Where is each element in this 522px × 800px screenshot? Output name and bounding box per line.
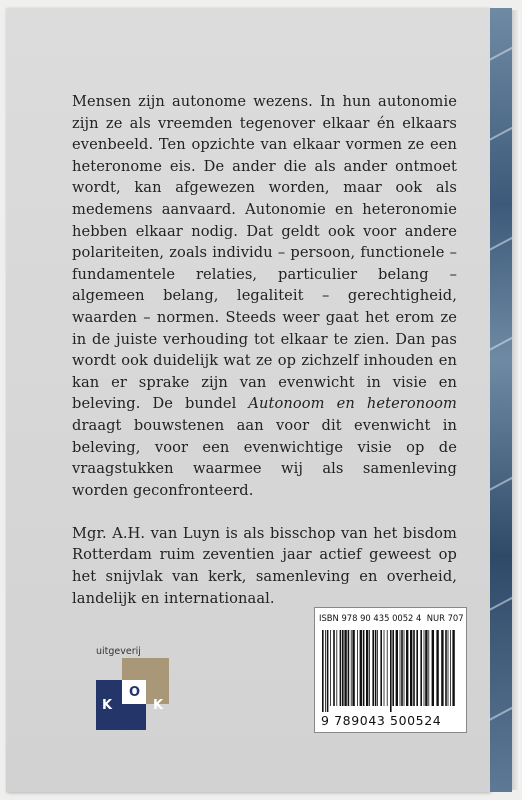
barcode-bar [428,630,429,706]
barcode-bar [396,630,398,706]
spine-edge [490,8,512,792]
barcode-bar [322,630,324,712]
barcode-bar [420,630,422,706]
blurb-text [72,91,457,631]
barcode-bar [413,630,415,706]
isbn-barcode [314,607,467,733]
barcode-bar [333,630,335,706]
barcode-bar [369,630,370,706]
barcode-bar [406,630,408,706]
barcode-bar [340,630,342,706]
isbn-text [319,613,464,623]
barcode-bar [336,630,337,706]
barcode-bar [384,630,385,706]
logo-letter-1: K [102,698,113,713]
barcode-bar [327,630,329,712]
page-edge [512,10,520,790]
barcode-bar [380,630,382,706]
barcode-digits: 9 789043 500524 [321,713,442,728]
barcode-bar [360,630,362,706]
barcode-bar [424,630,425,706]
barcode-bars [322,630,459,712]
barcode-bar [357,630,358,706]
barcode-bar [448,630,449,706]
barcode-bar [352,630,354,706]
blurb-part-b: draagt bouwstenen aan voor dit evenwicht in beleving, voor een evenwichtige visie op de vraagstukken waarmee wij als samenleving worden geconfronteerd. [72,416,457,499]
barcode-bar [445,630,447,706]
barcode-bar [377,630,378,706]
nur-code: NUR 707 [426,613,464,623]
barcode-bar [416,630,418,706]
barcode-bar [452,630,454,706]
barcode-bar [348,630,350,706]
barcode-bar [344,630,346,706]
barcode-bar [392,630,394,706]
blurb-part-a: Mensen zijn autonome wezens. In hun autonomie zijn ze als vreemden tegenover elkaar én elkaars evenbeeld. Ten opzichte van elkaar vormen ze een heteronome eis. De ander die als ander ontmoet wordt, kan afgewezen worden, maar ook als medemens aanvaard. Autonomie en heteronomie hebben elkaar nodig. Dat geldt ook voor andere polariteiten, zoals individu – persoon, functionele – fundamentele relaties, particulier belang – algemeen belang, legaliteit – gerechtigheid, waarden – normen. Steeds weer gaat het erom ze in de juiste verhouding tot elkaar te zien. Dan pas wordt ook duidelijk wat ze op zichzelf inhouden en kan er sprake zijn van evenwicht in visie en beleving. De bundel [72,93,457,413]
barcode-bar [450,630,451,706]
barcode-bar [351,630,352,706]
blurb-paragraph-1 [72,91,457,501]
barcode-bar [372,630,374,706]
barcode-bar [410,630,412,706]
barcode-bar [342,630,344,706]
barcode-bar [401,630,403,706]
barcode-bar [366,630,368,706]
publisher-label: uitgeverij [96,646,141,657]
barcode-bar [432,630,434,706]
barcode-bar [425,630,427,706]
author-bio: Mgr. A.H. van Luyn is als bisschop van het bisdom Rotterdam ruim zeventien jaar actief geweest op het snijvlak van kerk, samenleving en overheid, landelijk en internationaal. [72,524,457,607]
barcode-bar [436,630,438,706]
barcode-bar [400,630,401,706]
barcode-bar [387,630,388,706]
barcode-bar [441,630,443,706]
barcode-bar [390,630,392,712]
barcode-bar [404,630,405,706]
barcode-bar [375,630,377,706]
barcode-bar [363,630,365,706]
barcode-bar [325,630,326,712]
book-title-italic: Autonoom en heteronoom [248,395,457,413]
kok-logo [96,658,170,732]
barcode-bar [330,630,331,706]
logo-letter-3: K [153,698,164,713]
isbn-number: ISBN 978 90 435 0052 4 [319,613,422,623]
logo-letter-2: O [129,685,141,700]
